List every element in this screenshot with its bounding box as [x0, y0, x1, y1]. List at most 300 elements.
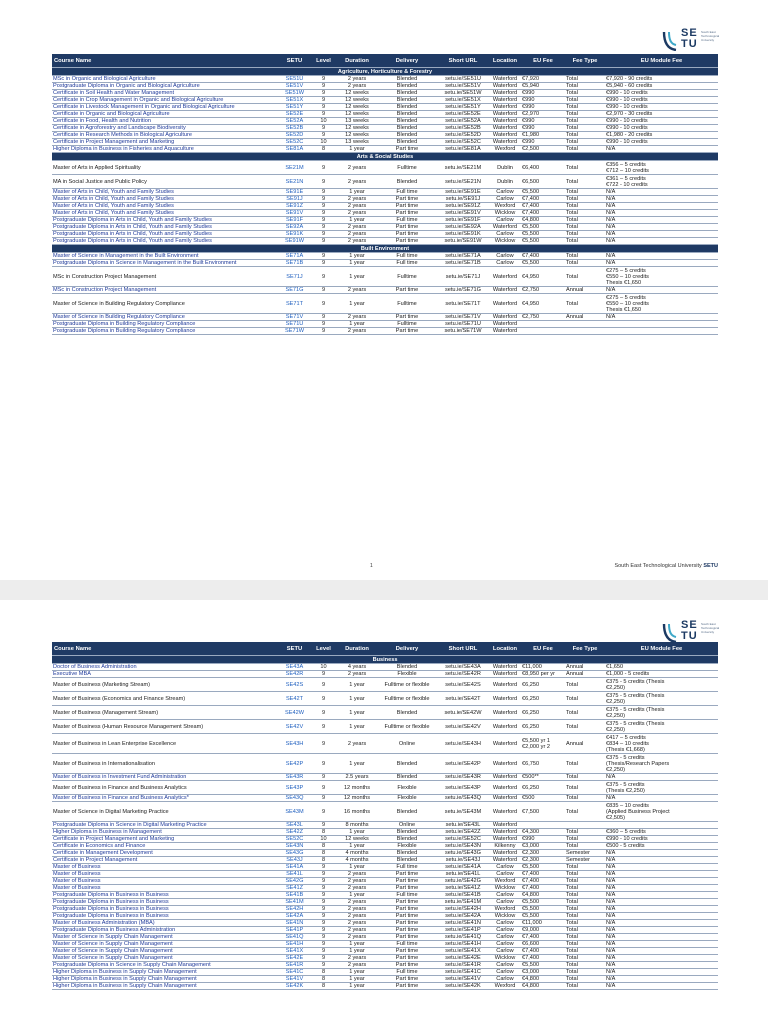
location-cell: Waterford	[489, 111, 521, 118]
duration-cell: 2 years	[337, 927, 377, 934]
eu-fee-cell: €1,980	[521, 132, 565, 139]
level-cell: 9	[310, 111, 337, 118]
short-url-cell: setu.ie/SE52A	[437, 118, 489, 125]
level-cell: 9	[310, 934, 337, 941]
delivery-cell: Blended	[377, 111, 437, 118]
setu-logo-mark-icon	[662, 623, 678, 643]
setu-code-cell: SE21N	[279, 175, 310, 189]
location-cell: Waterford	[489, 104, 521, 111]
eu-module-fee-cell: N/A	[605, 878, 718, 885]
eu-module-fee-cell: N/A	[605, 774, 718, 781]
fee-type-cell: Total	[565, 899, 605, 906]
eu-module-fee-cell: €360 – 5 credits	[605, 829, 718, 836]
table-row	[52, 97, 718, 104]
short-url-cell: setu.ie/SE41N	[437, 920, 489, 927]
eu-module-fee-cell: N/A	[605, 927, 718, 934]
short-url-cell: setu.ie/SE41H	[437, 941, 489, 948]
location-cell: Waterford	[489, 671, 521, 678]
setu-code-cell: SE42G	[279, 878, 310, 885]
delivery-cell: Fulltime or flexible	[377, 678, 437, 692]
eu-fee-cell: €5,500	[521, 231, 565, 238]
short-url-cell: setu.ie/SE43H	[437, 734, 489, 754]
level-cell: 9	[310, 83, 337, 90]
eu-module-fee-cell: N/A	[605, 962, 718, 969]
eu-module-fee-cell: €990 - 10 credits	[605, 97, 718, 104]
eu-module-fee-cell: N/A	[605, 913, 718, 920]
fee-type-cell: Total	[565, 941, 605, 948]
delivery-cell: Online	[377, 822, 437, 829]
eu-module-fee-cell: €375 - 5 credits (Thesis €2,250)	[605, 678, 718, 692]
eu-fee-cell: €7,400	[521, 210, 565, 217]
setu-code-cell: SE42R	[279, 671, 310, 678]
fee-type-cell: Total	[565, 802, 605, 822]
course-name-cell: Doctor of Business Administration	[52, 664, 279, 671]
location-cell: Wicklow	[489, 885, 521, 892]
course-name-cell: Higher Diploma in Business in Supply Chain Management	[52, 983, 279, 990]
setu-code-cell: SE42V	[279, 720, 310, 734]
table-row	[52, 913, 718, 920]
duration-cell: 1 year	[337, 892, 377, 899]
duration-cell: 12 weeks	[337, 104, 377, 111]
setu-code-cell: SE91W	[279, 238, 310, 245]
duration-cell: 2 years	[337, 885, 377, 892]
eu-fee-cell: €4,950	[521, 294, 565, 314]
column-header: SETU	[279, 642, 310, 656]
table-header-row	[52, 642, 718, 656]
short-url-cell: setu.ie/SE52C	[437, 836, 489, 843]
level-cell: 9	[310, 871, 337, 878]
delivery-cell: Flexible	[377, 795, 437, 802]
table-row	[52, 104, 718, 111]
level-cell: 9	[310, 210, 337, 217]
eu-fee-cell: €500	[521, 795, 565, 802]
column-header: Delivery	[377, 642, 437, 656]
table-row	[52, 294, 718, 314]
short-url-cell: setu.ie/SE81A	[437, 146, 489, 153]
short-url-cell: setu.ie/SE52B	[437, 125, 489, 132]
eu-module-fee-cell: €375 - 5 credits (Thesis €2,250)	[605, 781, 718, 795]
duration-cell: 2 years	[337, 913, 377, 920]
table-row	[52, 892, 718, 899]
course-name-cell: Certificate in Economics and Finance	[52, 843, 279, 850]
eu-module-fee-cell: €5,940 - 60 credits	[605, 83, 718, 90]
fee-type-cell: Total	[565, 678, 605, 692]
fee-type-cell: Total	[565, 217, 605, 224]
eu-fee-cell: €2,750	[521, 314, 565, 321]
course-name-cell: Postgraduate Diploma in Building Regulatory Compliance	[52, 321, 279, 328]
fee-type-cell	[565, 822, 605, 829]
fee-type-cell	[565, 321, 605, 328]
setu-code-cell: SE71T	[279, 294, 310, 314]
short-url-cell: setu.ie/SE42T	[437, 692, 489, 706]
table-row	[52, 175, 718, 189]
eu-module-fee-cell	[605, 328, 718, 335]
delivery-cell: Blended	[377, 90, 437, 97]
short-url-cell: setu.ie/SE42A	[437, 913, 489, 920]
fee-type-cell: Total	[565, 196, 605, 203]
table-row	[52, 664, 718, 671]
setu-code-cell: SE91Z	[279, 203, 310, 210]
short-url-cell: setu.ie/SE51V	[437, 83, 489, 90]
level-cell: 9	[310, 90, 337, 97]
section-header-row	[52, 656, 718, 664]
short-url-cell: setu.ie/SE51Y	[437, 104, 489, 111]
location-cell: Wicklow	[489, 238, 521, 245]
delivery-cell: Part time	[377, 146, 437, 153]
course-name-cell: Master of Business in Internationalisation	[52, 754, 279, 774]
setu-code-cell: SE43Q	[279, 795, 310, 802]
duration-cell: 2 years	[337, 231, 377, 238]
table-row	[52, 287, 718, 294]
level-cell: 10	[310, 664, 337, 671]
duration-cell: 1 year	[337, 948, 377, 955]
short-url-cell: setu.ie/SE41P	[437, 927, 489, 934]
course-name-cell: MSc in Construction Project Management	[52, 267, 279, 287]
delivery-cell: Part time	[377, 224, 437, 231]
location-cell: Waterford	[489, 294, 521, 314]
setu-code-cell: SE71V	[279, 314, 310, 321]
eu-fee-cell: €990	[521, 836, 565, 843]
table-row	[52, 260, 718, 267]
eu-module-fee-cell: N/A	[605, 864, 718, 871]
delivery-cell: Fulltime	[377, 161, 437, 175]
location-cell: Waterford	[489, 125, 521, 132]
location-cell: Waterford	[489, 850, 521, 857]
short-url-cell: setu.ie/SE41Z	[437, 885, 489, 892]
duration-cell: 2 years	[337, 955, 377, 962]
delivery-cell: Fulltime	[377, 267, 437, 287]
fee-type-cell: Total	[565, 104, 605, 111]
course-name-cell: Master of Business (Economics and Finance Stream)	[52, 692, 279, 706]
level-cell: 9	[310, 196, 337, 203]
location-cell: Waterford	[489, 139, 521, 146]
short-url-cell: setu.ie/SE71T	[437, 294, 489, 314]
level-cell: 9	[310, 125, 337, 132]
short-url-cell: setu.ie/SE42P	[437, 754, 489, 774]
duration-cell: 1 year	[337, 267, 377, 287]
short-url-cell: setu.ie/SE42S	[437, 678, 489, 692]
course-name-cell: Master of Business in Lean Enterprise Excellence	[52, 734, 279, 754]
section-title: Agriculture, Horticulture & Forestry	[52, 68, 718, 76]
eu-module-fee-cell: €990 - 10 credits	[605, 125, 718, 132]
course-name-cell: Master of Business in Investment Fund Administration	[52, 774, 279, 781]
short-url-cell: setu.ie/SE42W	[437, 706, 489, 720]
delivery-cell: Blended	[377, 97, 437, 104]
level-cell: 9	[310, 774, 337, 781]
short-url-cell: setu.ie/SE42H	[437, 906, 489, 913]
location-cell: Carlow	[489, 941, 521, 948]
eu-fee-cell: €4,800	[521, 892, 565, 899]
setu-code-cell: SE51X	[279, 97, 310, 104]
level-cell: 8	[310, 976, 337, 983]
footer-university: South East Technological University SETU	[614, 563, 718, 569]
fee-type-cell: Total	[565, 189, 605, 196]
setu-code-cell: SE42H	[279, 906, 310, 913]
location-cell: Waterford	[489, 692, 521, 706]
table-row	[52, 146, 718, 153]
short-url-cell: setu.ie/SE42R	[437, 671, 489, 678]
eu-module-fee-cell: N/A	[605, 969, 718, 976]
eu-fee-cell: €4,800	[521, 983, 565, 990]
delivery-cell: Part time	[377, 231, 437, 238]
short-url-cell: setu.ie/SE43Q	[437, 795, 489, 802]
eu-fee-cell: €7,500	[521, 802, 565, 822]
fee-type-cell: Semester	[565, 857, 605, 864]
course-name-cell: Master of Science in Supply Chain Management	[52, 934, 279, 941]
setu-code-cell: SE41V	[279, 976, 310, 983]
duration-cell: 1 year	[337, 706, 377, 720]
duration-cell: 2 years	[337, 203, 377, 210]
duration-cell: 1 year	[337, 941, 377, 948]
location-cell: Dublin	[489, 175, 521, 189]
eu-module-fee-cell: €375 - 5 credits (Thesis €2,250)	[605, 692, 718, 706]
fee-type-cell: Total	[565, 885, 605, 892]
duration-cell: 1 year	[337, 843, 377, 850]
short-url-cell: setu.ie/SE43L	[437, 822, 489, 829]
table-row	[52, 210, 718, 217]
course-table-page-1	[52, 54, 718, 335]
short-url-cell: setu.ie/SE41B	[437, 892, 489, 899]
setu-code-cell: SE41B	[279, 892, 310, 899]
level-cell: 9	[310, 692, 337, 706]
location-cell: Wexford	[489, 906, 521, 913]
short-url-cell: setu.ie/SE91W	[437, 238, 489, 245]
table-row	[52, 941, 718, 948]
eu-fee-cell: €5,940	[521, 83, 565, 90]
duration-cell: 2 years	[337, 871, 377, 878]
duration-cell: 2 years	[337, 287, 377, 294]
course-name-cell: MSc in Construction Project Management	[52, 287, 279, 294]
document-page-2	[0, 600, 768, 1024]
fee-type-cell: Total	[565, 878, 605, 885]
course-name-cell: Certificate in Management Development	[52, 850, 279, 857]
delivery-cell: Flexible	[377, 843, 437, 850]
fee-type-cell: Total	[565, 754, 605, 774]
course-name-cell: Master of Business	[52, 864, 279, 871]
delivery-cell: Blended	[377, 774, 437, 781]
level-cell: 9	[310, 217, 337, 224]
location-cell: Waterford	[489, 287, 521, 294]
eu-module-fee-cell: €500 - 5 credits	[605, 843, 718, 850]
duration-cell: 2 years	[337, 175, 377, 189]
fee-type-cell: Total	[565, 175, 605, 189]
setu-code-cell: SE42W	[279, 706, 310, 720]
fee-type-cell: Total	[565, 906, 605, 913]
short-url-cell: setu.ie/SE71B	[437, 260, 489, 267]
course-name-cell: Master of Business	[52, 871, 279, 878]
location-cell: Carlow	[489, 231, 521, 238]
table-row	[52, 328, 718, 335]
setu-code-cell: SE41N	[279, 920, 310, 927]
duration-cell: 13 weeks	[337, 118, 377, 125]
duration-cell: 12 months	[337, 795, 377, 802]
duration-cell: 1 year	[337, 146, 377, 153]
eu-module-fee-cell: N/A	[605, 906, 718, 913]
eu-fee-cell: €5,500 yr 1 €2,000 yr 2	[521, 734, 565, 754]
short-url-cell: setu.ie/SE92A	[437, 224, 489, 231]
location-cell: Waterford	[489, 802, 521, 822]
eu-module-fee-cell	[605, 321, 718, 328]
fee-type-cell: Annual	[565, 734, 605, 754]
eu-module-fee-cell: N/A	[605, 260, 718, 267]
eu-module-fee-cell: N/A	[605, 976, 718, 983]
level-cell: 9	[310, 913, 337, 920]
eu-fee-cell: €4,800	[521, 976, 565, 983]
course-name-cell: Postgraduate Diploma in Organic and Biological Agriculture	[52, 83, 279, 90]
fee-type-cell: Total	[565, 203, 605, 210]
level-cell: 9	[310, 678, 337, 692]
duration-cell: 4 months	[337, 857, 377, 864]
setu-code-cell: SE41R	[279, 962, 310, 969]
fee-type-cell: Total	[565, 864, 605, 871]
setu-code-cell: SE92A	[279, 224, 310, 231]
fee-type-cell: Total	[565, 90, 605, 97]
duration-cell: 12 weeks	[337, 97, 377, 104]
eu-module-fee-cell: €275 – 5 credits €550 – 10 credits Thesis €1,650	[605, 294, 718, 314]
location-cell: Waterford	[489, 795, 521, 802]
duration-cell: 2 years	[337, 962, 377, 969]
table-row	[52, 139, 718, 146]
location-cell: Carlow	[489, 899, 521, 906]
course-name-cell: Certificate in Crop Management in Organic and Biological Agriculture	[52, 97, 279, 104]
course-name-cell: Master of Arts in Child, Youth and Family Studies	[52, 189, 279, 196]
eu-module-fee-cell: €990 - 10 credits	[605, 139, 718, 146]
level-cell: 9	[310, 671, 337, 678]
level-cell: 9	[310, 892, 337, 899]
short-url-cell: setu.ie/SE71A	[437, 253, 489, 260]
eu-fee-cell: €4,300	[521, 829, 565, 836]
course-name-cell: Higher Diploma in Business in Management	[52, 829, 279, 836]
fee-type-cell: Annual	[565, 671, 605, 678]
column-header: EU Module Fee	[605, 642, 718, 656]
short-url-cell: setu.ie/SE21M	[437, 161, 489, 175]
table-row	[52, 90, 718, 97]
eu-fee-cell: €7,400	[521, 253, 565, 260]
course-name-cell: Postgraduate Diploma in Business in Business	[52, 892, 279, 899]
eu-module-fee-cell: €361 – 5 credits €722 - 10 credits	[605, 175, 718, 189]
level-cell: 9	[310, 203, 337, 210]
short-url-cell: setu.ie/SE52E	[437, 111, 489, 118]
eu-fee-cell: €8,950 per yr	[521, 671, 565, 678]
eu-fee-cell: €5,500	[521, 864, 565, 871]
setu-code-cell: SE71U	[279, 321, 310, 328]
course-name-cell: Master of Business (Human Resource Management Stream)	[52, 720, 279, 734]
duration-cell: 2 years	[337, 906, 377, 913]
fee-type-cell: Total	[565, 795, 605, 802]
location-cell: Waterford	[489, 754, 521, 774]
location-cell: Carlow	[489, 976, 521, 983]
duration-cell: 12 weeks	[337, 125, 377, 132]
column-header: SETU	[279, 54, 310, 68]
location-cell: Carlow	[489, 217, 521, 224]
course-name-cell: Postgraduate Diploma in Arts in Child, Youth and Family Studies	[52, 217, 279, 224]
level-cell: 9	[310, 287, 337, 294]
level-cell: 8	[310, 850, 337, 857]
eu-fee-cell: €4,800	[521, 217, 565, 224]
eu-fee-cell: €6,600	[521, 941, 565, 948]
course-name-cell: Master of Science in Supply Chain Management	[52, 955, 279, 962]
setu-code-cell: SE21M	[279, 161, 310, 175]
delivery-cell: Part time	[377, 899, 437, 906]
eu-module-fee-cell: N/A	[605, 983, 718, 990]
short-url-cell: setu.ie/SE71U	[437, 321, 489, 328]
delivery-cell: Part time	[377, 955, 437, 962]
eu-fee-cell: €7,920	[521, 76, 565, 83]
location-cell: Carlow	[489, 962, 521, 969]
setu-code-cell: SE42K	[279, 983, 310, 990]
course-name-cell: Master of Business	[52, 878, 279, 885]
location-cell: Waterford	[489, 321, 521, 328]
duration-cell: 1 year	[337, 321, 377, 328]
level-cell: 9	[310, 948, 337, 955]
setu-logo-tagline: South East Technological University	[701, 622, 720, 634]
duration-cell: 12 weeks	[337, 836, 377, 843]
short-url-cell: setu.ie/SE52C	[437, 139, 489, 146]
table-row	[52, 678, 718, 692]
table-row	[52, 217, 718, 224]
level-cell: 9	[310, 795, 337, 802]
location-cell: Waterford	[489, 118, 521, 125]
course-name-cell: Postgraduate Diploma in Business Administration	[52, 927, 279, 934]
setu-code-cell: SE91E	[279, 189, 310, 196]
setu-code-cell: SE71W	[279, 328, 310, 335]
fee-type-cell: Total	[565, 829, 605, 836]
short-url-cell: setu.ie/SE41M	[437, 899, 489, 906]
short-url-cell: setu.ie/SE43P	[437, 781, 489, 795]
level-cell: 9	[310, 224, 337, 231]
fee-type-cell: Total	[565, 983, 605, 990]
table-row	[52, 132, 718, 139]
location-cell: Waterford	[489, 774, 521, 781]
delivery-cell: Part time	[377, 976, 437, 983]
eu-fee-cell: €7,400	[521, 871, 565, 878]
fee-type-cell: Total	[565, 238, 605, 245]
short-url-cell: setu.ie/SE41C	[437, 969, 489, 976]
short-url-cell: setu.ie/SE42K	[437, 983, 489, 990]
level-cell: 8	[310, 843, 337, 850]
setu-code-cell: SE43N	[279, 843, 310, 850]
delivery-cell: Part time	[377, 287, 437, 294]
location-cell: Waterford	[489, 678, 521, 692]
fee-type-cell: Total	[565, 260, 605, 267]
delivery-cell: Blended	[377, 83, 437, 90]
setu-code-cell: SE43H	[279, 734, 310, 754]
table-row	[52, 843, 718, 850]
eu-fee-cell: €6,250	[521, 692, 565, 706]
setu-code-cell: SE52A	[279, 118, 310, 125]
course-name-cell: Higher Diploma in Business in Supply Chain Management	[52, 976, 279, 983]
setu-code-cell: SE41Q	[279, 934, 310, 941]
location-cell: Waterford	[489, 76, 521, 83]
course-name-cell: Certificate in Project Management and Marketing	[52, 836, 279, 843]
location-cell: Waterford	[489, 836, 521, 843]
eu-module-fee-cell: €417 – 5 credits €834 – 10 credits (Thesis €1,668)	[605, 734, 718, 754]
section-header-row	[52, 153, 718, 161]
course-name-cell: Master of Science in Digital Marketing Practice	[52, 802, 279, 822]
delivery-cell: Fulltime or flexible	[377, 720, 437, 734]
level-cell: 9	[310, 734, 337, 754]
duration-cell: 1 year	[337, 692, 377, 706]
location-cell: Wexford	[489, 203, 521, 210]
setu-code-cell: SE43R	[279, 774, 310, 781]
fee-type-cell: Total	[565, 146, 605, 153]
duration-cell: 2 years	[337, 734, 377, 754]
location-cell: Waterford	[489, 132, 521, 139]
location-cell: Carlow	[489, 864, 521, 871]
fee-type-cell: Total	[565, 976, 605, 983]
eu-module-fee-cell: €356 – 5 credits €712 – 10 credits	[605, 161, 718, 175]
duration-cell: 2 years	[337, 934, 377, 941]
